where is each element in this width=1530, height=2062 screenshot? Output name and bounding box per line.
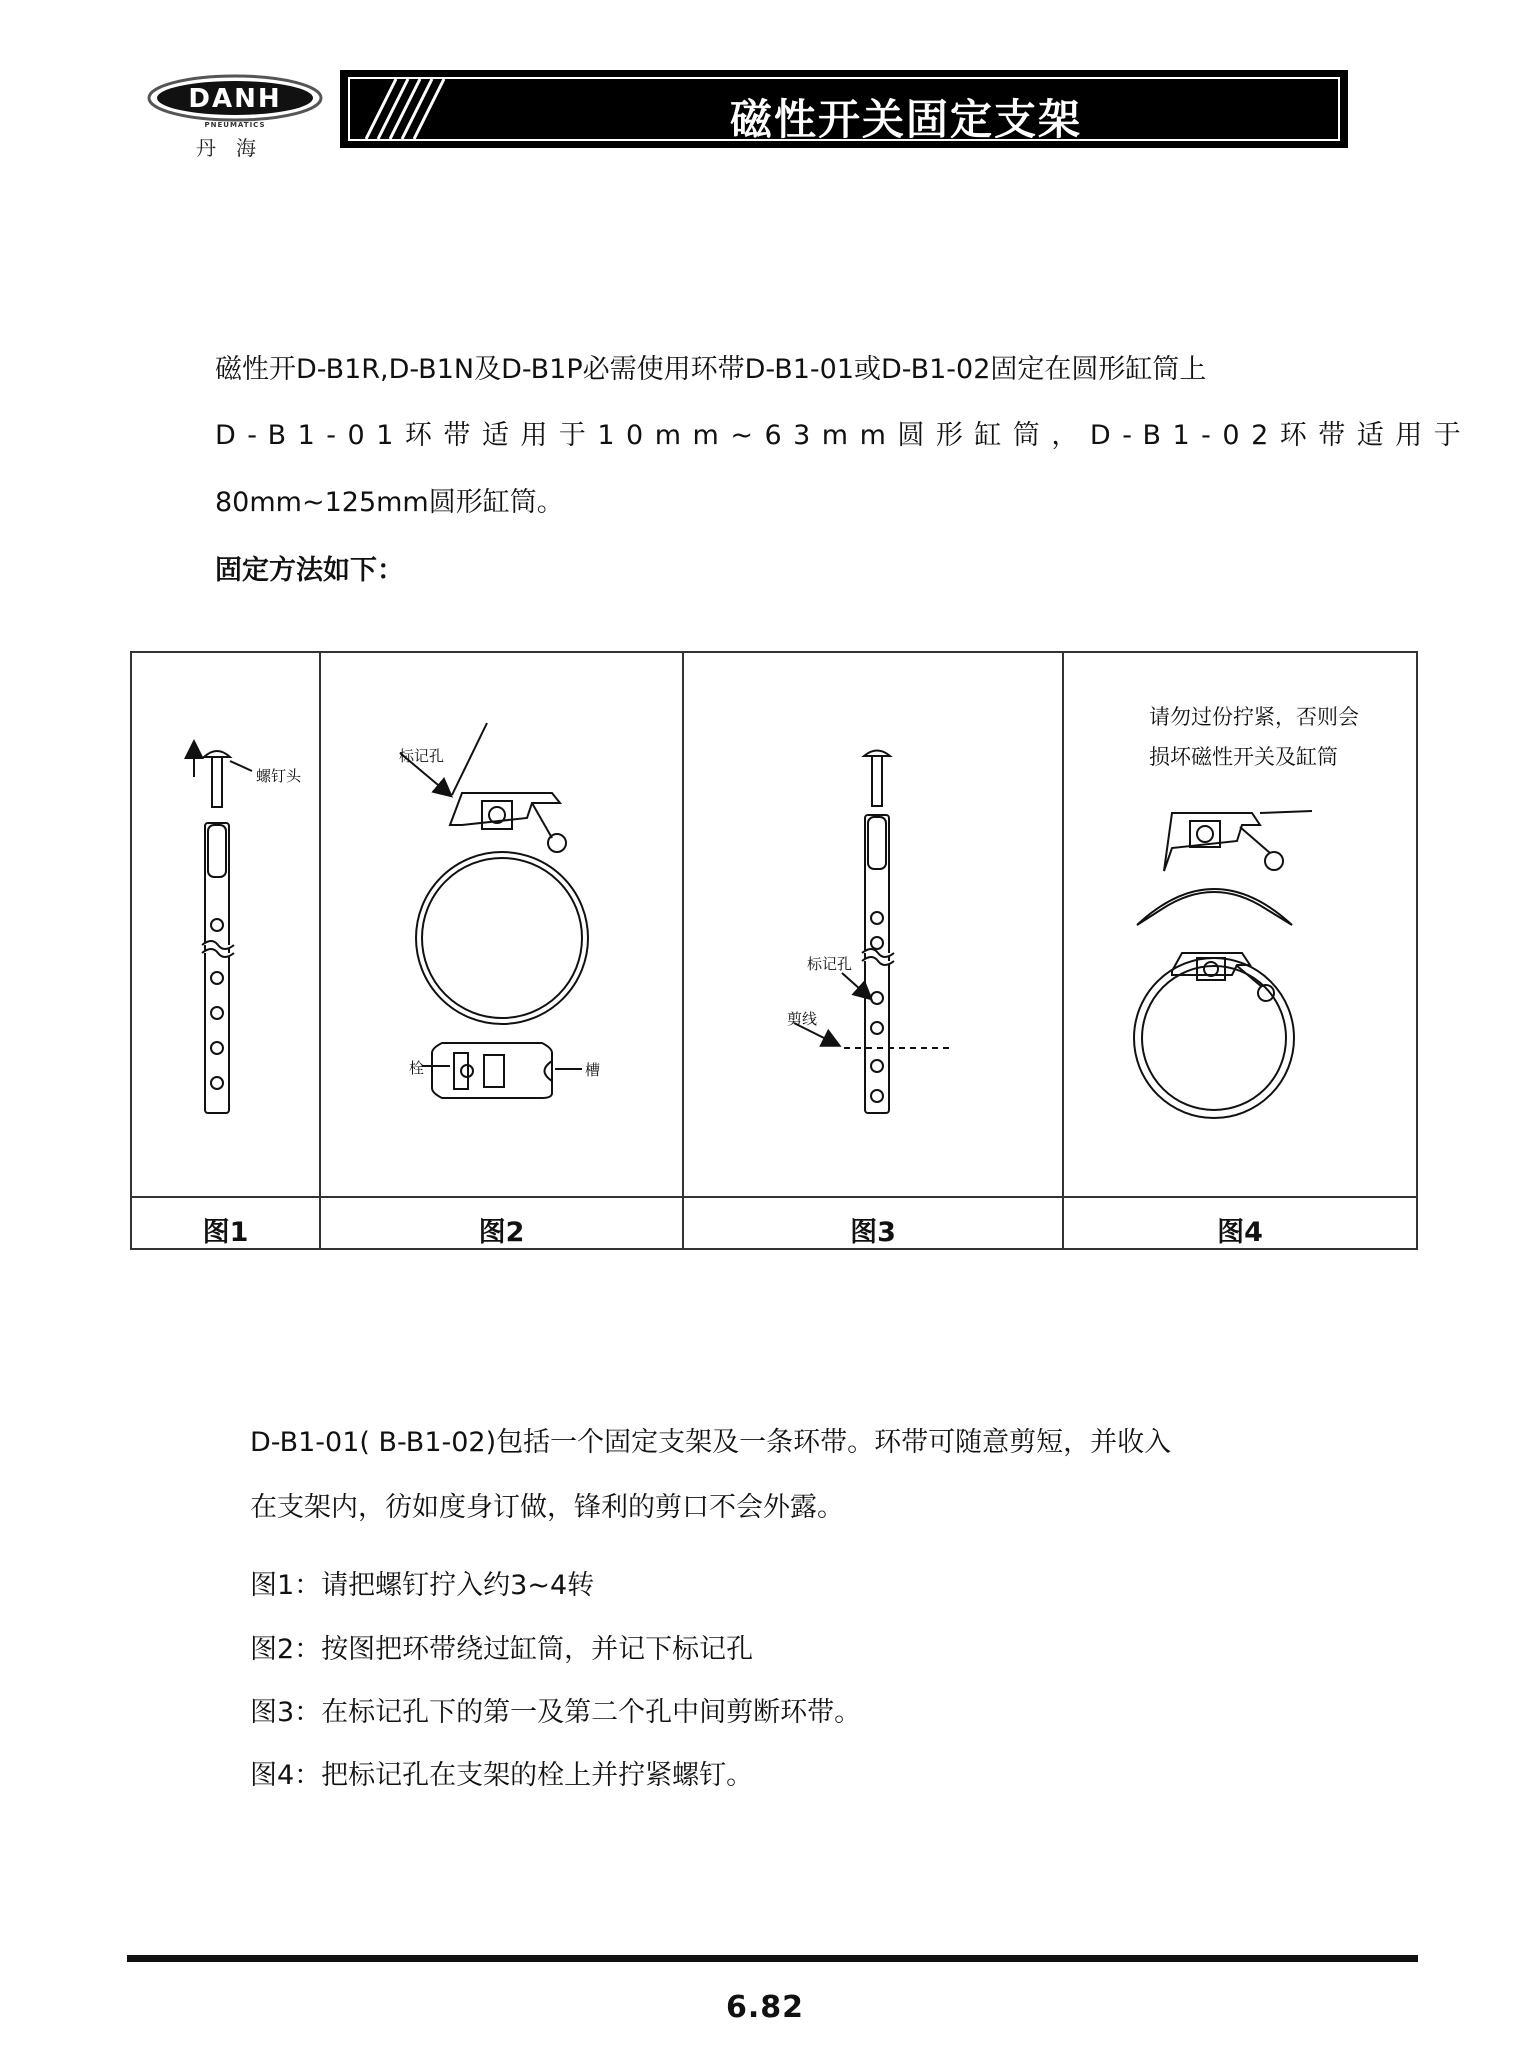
- fig4-warning-drawing: [1134, 811, 1312, 1118]
- fig1-strap-drawing: [194, 743, 252, 1113]
- banner-stripes: [356, 79, 446, 139]
- title-banner: [340, 70, 1348, 148]
- fig2-mark-hole-label: 标记孔: [399, 747, 445, 765]
- description-line-2: 在支架内，彷如度身订做，锋利的剪口不会外露。: [250, 1492, 844, 1523]
- intro-line-1: 磁性开D-B1R,D-B1N及D-B1P必需使用环带D-B1-01或D-B1-02固定在圆形缸筒上: [215, 354, 1207, 385]
- fig3-strap-drawing: [794, 751, 952, 1114]
- page-title: 磁性开关固定支架: [730, 95, 1083, 141]
- fig1-screw-head-label: 螺钉头: [256, 767, 302, 785]
- description-line-1: D-B1-01( B-B1-02)包括一个固定支架及一条环带。环带可随意剪短，并收入: [250, 1427, 1172, 1458]
- brand-logo: [146, 74, 324, 160]
- fig3-cut-line-label: 剪线: [787, 1010, 818, 1028]
- intro-line-3: 80mm~125mm圆形缸筒。: [215, 487, 564, 518]
- step-1: 图1：请把螺钉拧入约3~4转: [250, 1570, 595, 1601]
- page-number: 6.82: [725, 1990, 805, 2025]
- fig4-warning-line-1: 请勿过份拧紧，否则会: [1149, 705, 1359, 729]
- fig4-label: 图4: [1217, 1217, 1263, 1248]
- step-4: 图4：把标记孔在支架的栓上并拧紧螺钉。: [250, 1760, 754, 1791]
- footer-rule: [127, 1955, 1418, 1962]
- fig3-label: 图3: [850, 1217, 896, 1248]
- fig2-slot-label: 槽: [585, 1061, 601, 1079]
- logo-emblem: [146, 74, 324, 134]
- intro-line-2: D-B1-01环带适用于10mm~63mm圆形缸筒，D-B1-02环带适用于: [215, 420, 1473, 451]
- logo-chinese-name: 丹海: [196, 136, 276, 160]
- fig3-mark-hole-label: 标记孔: [807, 955, 853, 973]
- logo-wordmark: DANH: [188, 84, 282, 114]
- fig2-peg-label: 栓: [409, 1059, 425, 1077]
- fig2-label: 图2: [478, 1217, 525, 1248]
- figure-table: [130, 651, 1418, 1250]
- step-3: 图3：在标记孔下的第一及第二个孔中间剪断环带。: [250, 1697, 862, 1728]
- fig1-label: 图1: [202, 1217, 249, 1248]
- figure-drawings: [132, 653, 1416, 1196]
- step-2: 图2：按图把环带绕过缸筒，并记下标记孔: [250, 1634, 754, 1665]
- method-heading: 固定方法如下：: [215, 555, 404, 586]
- label-row-divider: [132, 1196, 1416, 1198]
- logo-subtitle: PNEUMATICS: [204, 121, 266, 129]
- fig2-bracket-drawing: [400, 723, 588, 1098]
- fig4-warning-line-2: 损坏磁性开关及缸筒: [1149, 745, 1338, 769]
